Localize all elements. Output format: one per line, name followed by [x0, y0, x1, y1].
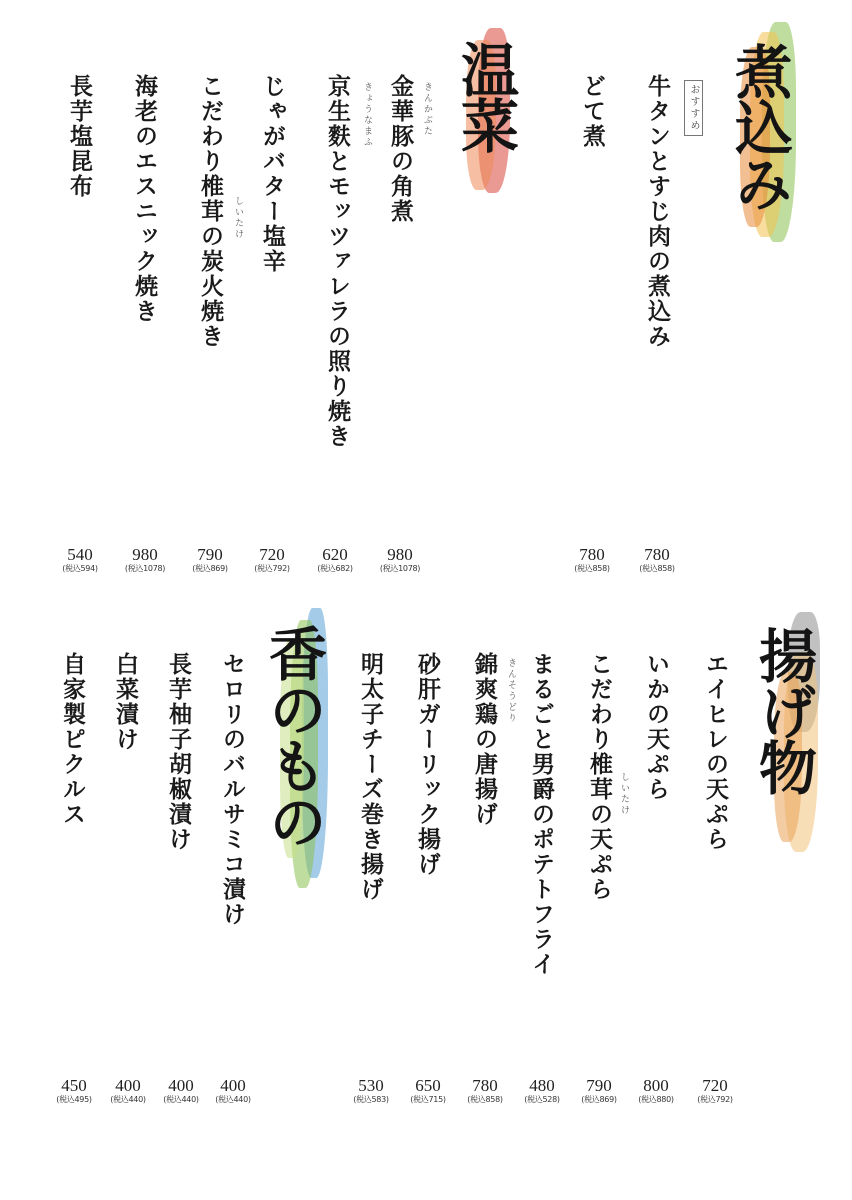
- price-tax: (税込858): [639, 564, 675, 573]
- menu-item-agemono-1: エイヒレの天ぷら: [702, 652, 728, 852]
- menu-item-kounomono-4: 自家製ピクルス: [59, 652, 85, 827]
- price-kounomono-1: [201, 1077, 265, 1105]
- price-value: 620: [322, 545, 348, 564]
- price-agemono-3: [567, 1077, 631, 1105]
- price-value: 400: [168, 1076, 194, 1095]
- menu-item-onsai-6: 長芋塩昆布: [66, 74, 92, 199]
- price-nikomi-1: [625, 546, 689, 574]
- price-value: 720: [259, 545, 285, 564]
- price-tax: (税込869): [192, 564, 228, 573]
- price-value: 650: [415, 1076, 441, 1095]
- section-title-kounomono: 香のもの: [259, 624, 327, 848]
- menu-item-onsai-2: 京生麩とモッツァレラの照り焼き: [324, 74, 350, 449]
- price-value: 780: [472, 1076, 498, 1095]
- price-agemono-1: [683, 1077, 747, 1105]
- menu-item-nikomi-1: 牛タンとすじ肉の煮込み: [644, 74, 670, 349]
- price-tax: (税込682): [317, 564, 353, 573]
- price-nikomi-2: [560, 546, 624, 574]
- price-onsai-6: [48, 546, 112, 574]
- price-agemono-6: [396, 1077, 460, 1105]
- price-value: 400: [115, 1076, 141, 1095]
- price-tax: (税込1078): [379, 564, 421, 573]
- menu-item-nikomi-2: どて煮: [579, 74, 605, 149]
- menu-item-agemono-3: こだわり椎茸の天ぷら: [586, 652, 612, 902]
- price-tax: (税込869): [581, 1095, 617, 1104]
- section-title-nikomi: 煮込み: [725, 42, 793, 210]
- price-tax: (税込495): [56, 1095, 92, 1104]
- price-tax: (税込880): [638, 1095, 674, 1104]
- price-value: 450: [61, 1076, 87, 1095]
- price-tax: (税込440): [215, 1095, 251, 1104]
- recommend-badge: おすすめ: [684, 80, 703, 136]
- ruby-shiitake: しいたけ: [233, 196, 243, 240]
- price-tax: (税込715): [410, 1095, 446, 1104]
- price-value: 790: [197, 545, 223, 564]
- onsai-header: [448, 28, 528, 193]
- price-tax: (税込858): [574, 564, 610, 573]
- ruby-kyounamafu: きょうなまふ: [362, 82, 372, 148]
- price-onsai-5: [113, 546, 177, 574]
- price-agemono-2: [624, 1077, 688, 1105]
- ruby-kinsoudori: きんそうどり: [506, 658, 516, 724]
- price-value: 400: [220, 1076, 246, 1095]
- price-value: 540: [67, 545, 93, 564]
- price-tax: (税込440): [110, 1095, 146, 1104]
- menu-item-onsai-4: こだわり椎茸の炭火焼き: [197, 74, 223, 349]
- ruby-shiitake-2: しいたけ: [619, 772, 629, 816]
- menu-item-agemono-6: 砂肝ガーリック揚げ: [414, 652, 440, 877]
- menu-item-agemono-5: 錦爽鶏の唐揚げ: [471, 652, 497, 827]
- section-title-agemono: 揚げ物: [749, 626, 817, 794]
- price-value: 800: [643, 1076, 669, 1095]
- price-value: 980: [387, 545, 413, 564]
- price-value: 720: [702, 1076, 728, 1095]
- price-tax: (税込1078): [124, 564, 166, 573]
- price-onsai-3: [240, 546, 304, 574]
- price-onsai-2: [303, 546, 367, 574]
- price-onsai-4: [178, 546, 242, 574]
- bottom-section: [0, 600, 852, 1200]
- menu-item-onsai-3: じゃがバター塩辛: [259, 74, 285, 274]
- price-tax: (税込792): [697, 1095, 733, 1104]
- price-tax: (税込583): [353, 1095, 389, 1104]
- menu-item-kounomono-2: 長芋柚子胡椒漬け: [165, 652, 191, 852]
- price-onsai-1: [368, 546, 432, 574]
- menu-item-agemono-7: 明太子チーズ巻き揚げ: [357, 652, 383, 902]
- menu-item-kounomono-3: 白菜漬け: [112, 652, 138, 752]
- kounomono-header: [258, 608, 342, 888]
- agemono-header: [748, 612, 838, 852]
- menu-item-onsai-1: 金華豚の角煮: [387, 74, 413, 224]
- menu-item-agemono-2: いかの天ぷら: [643, 652, 669, 802]
- price-value: 480: [529, 1076, 555, 1095]
- ruby-kinkabuta: きんかぶた: [422, 82, 432, 137]
- price-value: 780: [644, 545, 670, 564]
- price-tax: (税込440): [163, 1095, 199, 1104]
- menu-item-agemono-4: まるごと男爵のポテトフライ: [528, 652, 554, 977]
- price-value: 780: [579, 545, 605, 564]
- price-tax: (税込858): [467, 1095, 503, 1104]
- price-value: 530: [358, 1076, 384, 1095]
- price-tax: (税込792): [254, 564, 290, 573]
- price-tax: (税込594): [62, 564, 98, 573]
- price-agemono-4: [510, 1077, 574, 1105]
- nikomi-header: [722, 22, 822, 242]
- price-agemono-7: [339, 1077, 403, 1105]
- price-tax: (税込528): [524, 1095, 560, 1104]
- menu-item-onsai-5: 海老のエスニック焼き: [131, 74, 157, 324]
- price-value: 980: [132, 545, 158, 564]
- section-title-onsai: 温菜: [451, 40, 519, 152]
- price-value: 790: [586, 1076, 612, 1095]
- menu-item-kounomono-1: セロリのバルサミコ漬け: [219, 652, 245, 927]
- price-agemono-5: [453, 1077, 517, 1105]
